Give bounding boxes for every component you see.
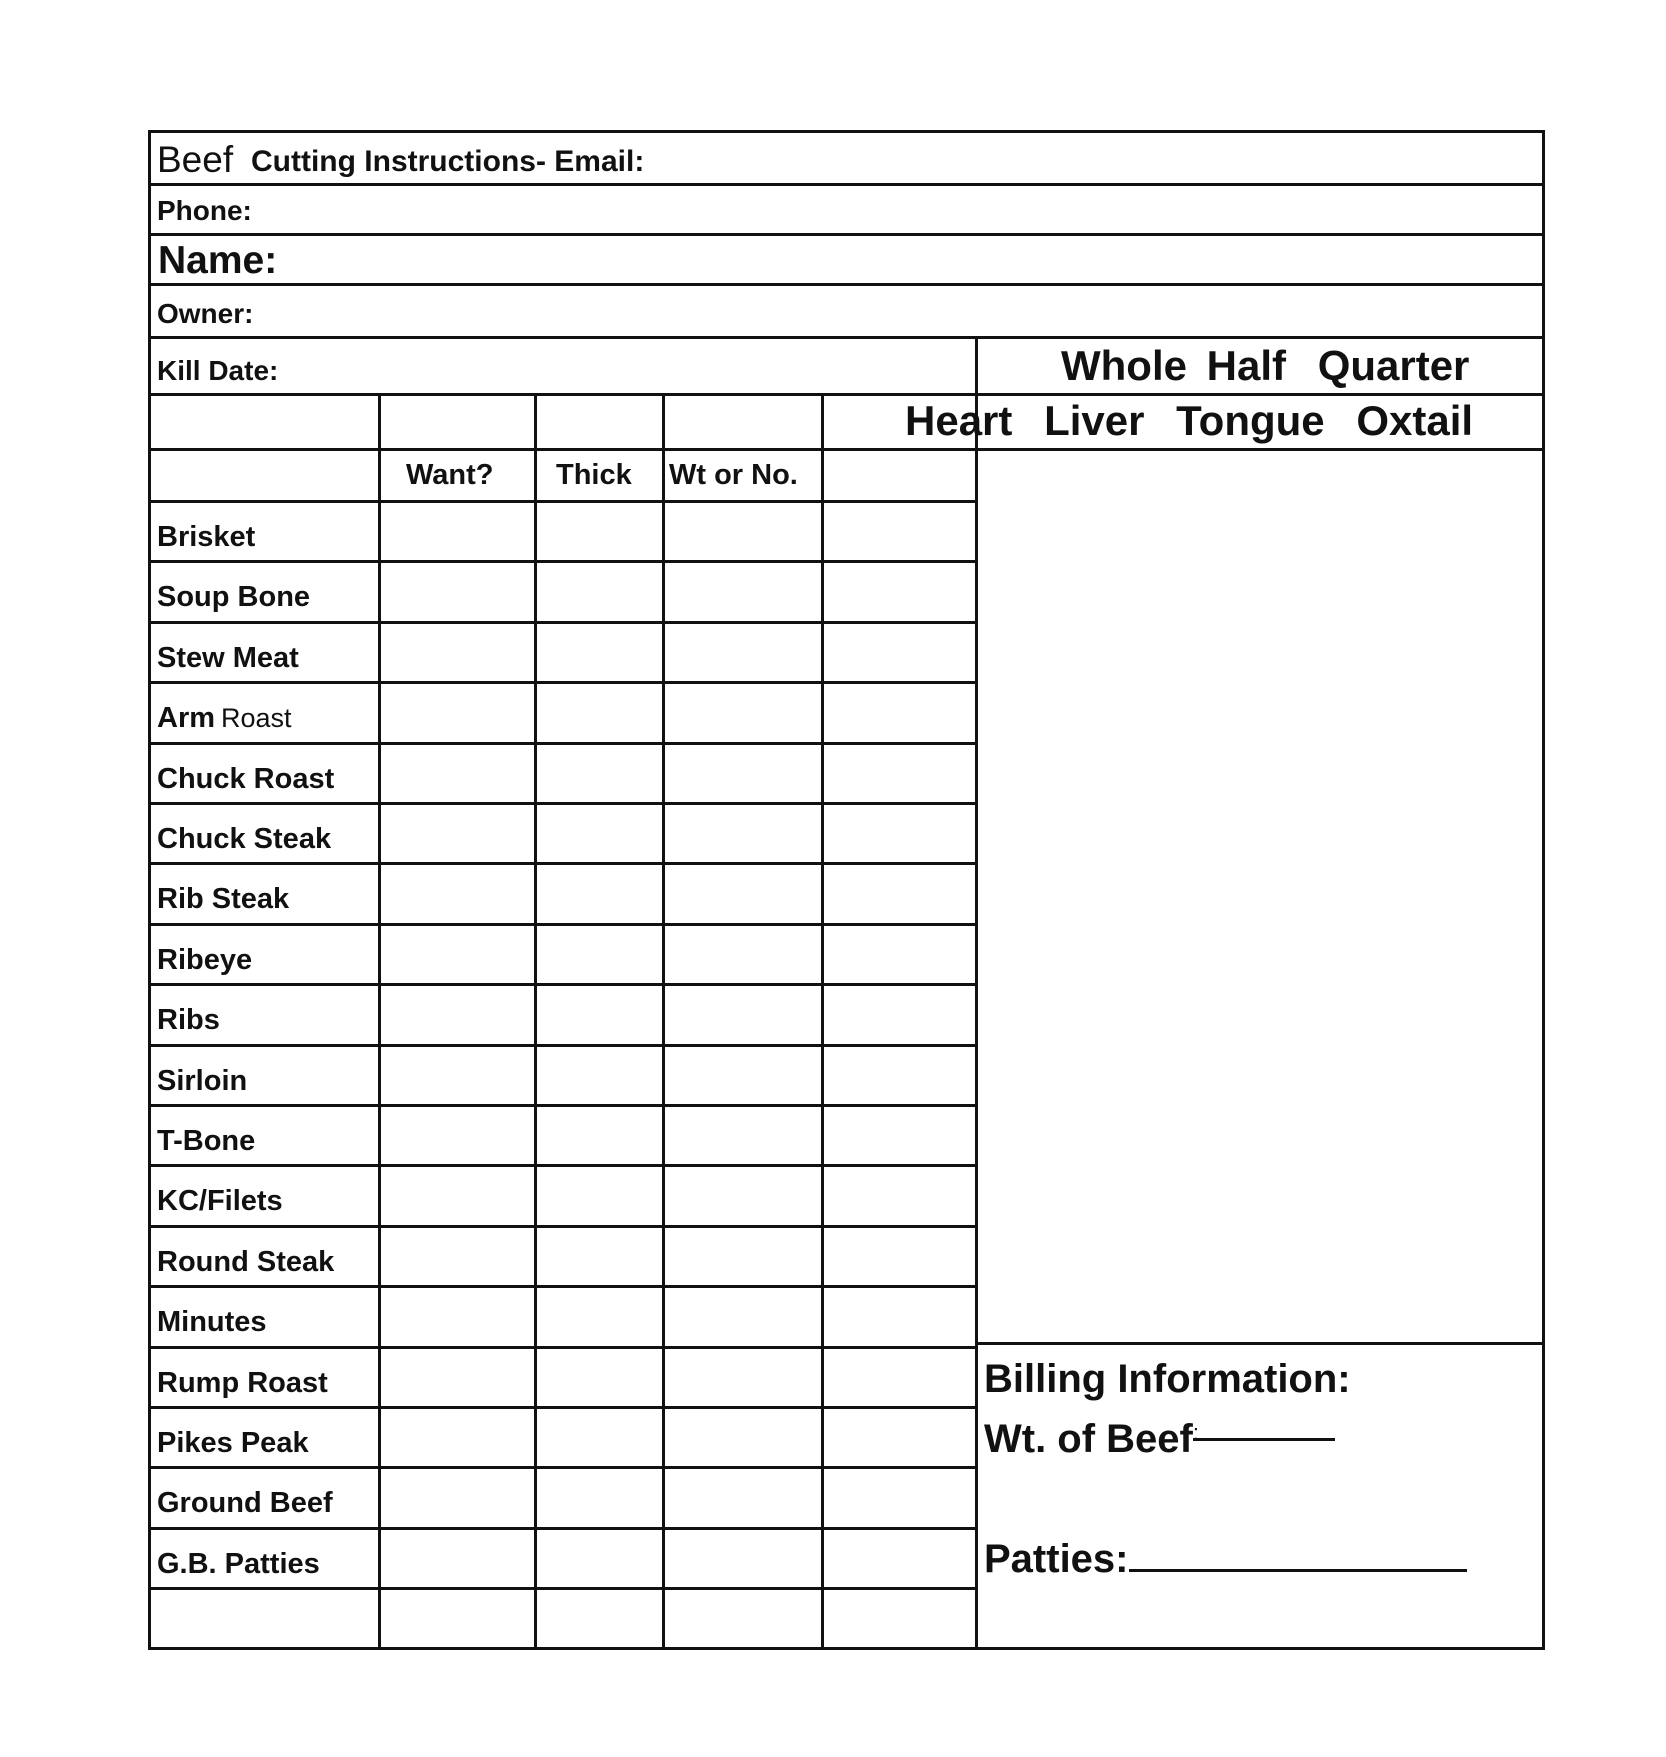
extra-cell[interactable] <box>824 1107 975 1164</box>
table-row <box>151 1047 975 1104</box>
table-row <box>151 926 975 983</box>
name-label: Name: <box>158 239 278 282</box>
cut-name-label <box>157 1610 163 1639</box>
cut-name: Round Steak <box>157 1246 335 1278</box>
table-row <box>151 1409 975 1466</box>
cut-name-cell <box>151 805 378 862</box>
cut-name-cell <box>151 1047 378 1104</box>
extra-cell[interactable] <box>824 684 975 741</box>
cut-name: Pikes Peak <box>157 1427 309 1459</box>
billing-heading: Billing Information: <box>984 1357 1351 1401</box>
wt-or-no-cell[interactable] <box>665 865 821 922</box>
weight-of-beef-label: Wt. of Beef <box>984 1417 1193 1461</box>
extra-cell[interactable] <box>824 865 975 922</box>
wt-or-no-cell[interactable] <box>665 1107 821 1164</box>
want-cell[interactable] <box>381 684 534 741</box>
extra-cell[interactable] <box>824 563 975 620</box>
cut-name-cell <box>151 563 378 620</box>
extra-cell[interactable] <box>824 1409 975 1466</box>
cut-name-cell <box>151 1409 378 1466</box>
cut-name-label <box>157 583 316 612</box>
thick-cell[interactable] <box>537 986 662 1043</box>
extra-cell[interactable] <box>824 1047 975 1104</box>
weight-of-beef-field[interactable] <box>984 1419 1335 1459</box>
cut-name: Ribeye <box>157 944 253 976</box>
extra-cell[interactable] <box>824 624 975 681</box>
cut-name-label <box>157 825 337 854</box>
wt-or-no-cell[interactable] <box>665 805 821 862</box>
cut-name-cell <box>151 684 378 741</box>
thick-cell[interactable] <box>537 865 662 922</box>
column-header-thick: Thick <box>556 459 632 491</box>
cut-name-label <box>157 1489 339 1518</box>
extra-cell[interactable] <box>824 926 975 983</box>
wt-or-no-cell[interactable] <box>665 1590 821 1647</box>
cut-name-label <box>157 885 295 914</box>
phone-row[interactable] <box>151 186 1542 233</box>
table-row <box>151 745 975 802</box>
thick-cell[interactable] <box>537 1409 662 1466</box>
want-cell[interactable] <box>381 503 534 560</box>
want-cell[interactable] <box>381 926 534 983</box>
table-row <box>151 503 975 560</box>
thick-cell[interactable] <box>537 1288 662 1345</box>
wt-or-no-cell[interactable] <box>665 503 821 560</box>
extra-cell[interactable] <box>824 805 975 862</box>
want-cell[interactable] <box>381 1228 534 1285</box>
divider <box>975 448 1542 451</box>
divider <box>821 393 824 451</box>
cut-name: G.B. Patties <box>157 1548 320 1580</box>
option-heart[interactable]: Heart <box>905 397 1013 444</box>
cut-name: Stew Meat <box>157 642 299 674</box>
thick-cell[interactable] <box>537 1047 662 1104</box>
cut-name-label <box>157 946 258 975</box>
thick-cell[interactable] <box>537 1107 662 1164</box>
table-row <box>151 1590 975 1647</box>
cut-name-cell <box>151 865 378 922</box>
thick-cell[interactable] <box>537 1228 662 1285</box>
want-cell[interactable] <box>381 1409 534 1466</box>
divider <box>975 336 978 1647</box>
cut-name: Minutes <box>157 1306 267 1338</box>
cut-name: KC/Filets <box>157 1185 283 1217</box>
cut-name-cell <box>151 1349 378 1406</box>
cut-name-label <box>157 523 261 552</box>
cut-name-label <box>157 1248 340 1277</box>
wt-or-no-cell[interactable] <box>665 624 821 681</box>
table-row <box>151 1469 975 1526</box>
table-row <box>151 1167 975 1224</box>
cut-name-cell <box>151 1228 378 1285</box>
form-title-prefix: Beef <box>157 139 234 180</box>
cut-name: Chuck Steak <box>157 823 332 855</box>
patties-field[interactable] <box>984 1539 1467 1579</box>
size-options <box>1061 342 1470 389</box>
thick-cell[interactable] <box>537 684 662 741</box>
cut-name-label <box>157 1006 226 1035</box>
wt-or-no-cell[interactable] <box>665 1167 821 1224</box>
cut-name-label <box>157 704 292 733</box>
cut-name-cell <box>151 1107 378 1164</box>
wt-or-no-cell[interactable] <box>665 745 821 802</box>
table-row <box>151 624 975 681</box>
extra-cell[interactable] <box>824 503 975 560</box>
cut-name-label <box>157 1187 289 1216</box>
email-row[interactable] <box>151 133 1542 183</box>
extra-cell[interactable] <box>824 1469 975 1526</box>
name-row[interactable] <box>151 236 1542 283</box>
kill-date-label: Kill Date: <box>157 355 279 386</box>
table-row <box>151 1107 975 1164</box>
cut-name-cell <box>151 1530 378 1587</box>
extra-cell[interactable] <box>824 1228 975 1285</box>
cutting-instructions-form <box>148 130 1545 1650</box>
cut-name-cell <box>151 503 378 560</box>
extra-cell[interactable] <box>824 1167 975 1224</box>
thick-cell[interactable] <box>537 1469 662 1526</box>
cut-name-label <box>157 1067 253 1096</box>
patties-line[interactable] <box>1129 1565 1467 1572</box>
wt-or-no-cell[interactable] <box>665 1469 821 1526</box>
want-cell[interactable] <box>381 1047 534 1104</box>
want-cell[interactable] <box>381 624 534 681</box>
want-cell[interactable] <box>381 1349 534 1406</box>
cut-name-cell <box>151 1590 378 1647</box>
cut-name-label <box>157 765 340 794</box>
wt-or-no-cell[interactable] <box>665 926 821 983</box>
thick-cell[interactable] <box>537 1167 662 1224</box>
owner-row[interactable] <box>151 286 1542 336</box>
extra-cell[interactable] <box>824 1349 975 1406</box>
wt-or-no-cell[interactable] <box>665 1409 821 1466</box>
cut-name-label <box>157 1369 334 1398</box>
cut-name: Rib Steak <box>157 883 290 915</box>
table-row <box>151 684 975 741</box>
thick-cell[interactable] <box>537 926 662 983</box>
thick-cell[interactable] <box>537 1590 662 1647</box>
table-row <box>151 1349 975 1406</box>
cut-name-label <box>157 1308 273 1337</box>
wt-or-no-cell[interactable] <box>665 563 821 620</box>
thick-cell[interactable] <box>537 624 662 681</box>
wt-or-no-cell[interactable] <box>665 1530 821 1587</box>
want-cell[interactable] <box>381 745 534 802</box>
cut-name: Sirloin <box>157 1065 248 1097</box>
cut-name-cell <box>151 1167 378 1224</box>
thick-cell[interactable] <box>537 1530 662 1587</box>
wt-or-no-cell[interactable] <box>665 1047 821 1104</box>
thick-cell[interactable] <box>537 563 662 620</box>
cut-name: Ground Beef <box>157 1487 333 1519</box>
cut-name: Soup Bone <box>157 581 311 613</box>
table-row <box>151 986 975 1043</box>
cut-name-cell <box>151 1469 378 1526</box>
cut-name-cell <box>151 745 378 802</box>
thick-cell[interactable] <box>537 745 662 802</box>
column-header-want: Want? <box>406 459 494 491</box>
cut-name-cell <box>151 624 378 681</box>
want-cell[interactable] <box>381 1590 534 1647</box>
want-cell[interactable] <box>381 1469 534 1526</box>
want-cell[interactable] <box>381 865 534 922</box>
extra-cell[interactable] <box>824 1590 975 1647</box>
extra-cell[interactable] <box>824 986 975 1043</box>
owner-label: Owner: <box>157 298 254 329</box>
want-cell[interactable] <box>381 986 534 1043</box>
want-cell[interactable] <box>381 1107 534 1164</box>
extra-cell[interactable] <box>824 1288 975 1345</box>
cut-name-label <box>157 644 305 673</box>
table-row <box>151 1288 975 1345</box>
cut-name-cell <box>151 1288 378 1345</box>
cut-name: Brisket <box>157 521 256 553</box>
want-cell[interactable] <box>381 1167 534 1224</box>
table-row <box>151 1530 975 1587</box>
extra-cell[interactable] <box>824 745 975 802</box>
table-row <box>151 865 975 922</box>
cut-name-label <box>157 1429 315 1458</box>
thick-cell[interactable] <box>537 503 662 560</box>
wt-or-no-cell[interactable] <box>665 684 821 741</box>
divider <box>975 1342 1542 1345</box>
extra-cell[interactable] <box>824 1530 975 1587</box>
column-header-wt-or-no: Wt or No. <box>669 459 798 491</box>
cut-name-cell <box>151 926 378 983</box>
table-row <box>151 805 975 862</box>
cut-name-suffix: Roast <box>221 703 292 733</box>
wt-or-no-cell[interactable] <box>665 1228 821 1285</box>
weight-of-beef-line[interactable] <box>1192 1420 1335 1445</box>
cut-name-label <box>157 1127 261 1156</box>
cut-name: Rump Roast <box>157 1367 328 1399</box>
offal-options <box>905 397 1474 444</box>
cut-name: T-Bone <box>157 1125 256 1157</box>
option-quarter[interactable]: Quarter <box>1317 342 1470 389</box>
patties-label: Patties: <box>984 1537 1129 1581</box>
cut-name: Arm <box>157 702 216 734</box>
wt-or-no-cell[interactable] <box>665 1349 821 1406</box>
cut-name: Chuck Roast <box>157 763 335 795</box>
want-cell[interactable] <box>381 1288 534 1345</box>
option-liver[interactable]: Liver <box>1044 397 1145 444</box>
cut-name-label <box>157 1550 326 1579</box>
table-row <box>151 1228 975 1285</box>
cut-name: Ribs <box>157 1004 220 1036</box>
want-cell[interactable] <box>381 805 534 862</box>
thick-cell[interactable] <box>537 805 662 862</box>
divider <box>151 393 1542 396</box>
option-whole[interactable]: Whole <box>1061 342 1187 389</box>
option-half[interactable]: Half <box>1206 342 1287 389</box>
thick-cell[interactable] <box>537 1349 662 1406</box>
want-cell[interactable] <box>381 563 534 620</box>
wt-or-no-cell[interactable] <box>665 1288 821 1345</box>
table-row <box>151 563 975 620</box>
option-oxtail[interactable]: Oxtail <box>1356 397 1474 444</box>
divider <box>151 448 978 451</box>
form-title: Cutting Instructions- Email: <box>251 145 645 178</box>
option-tongue[interactable]: Tongue <box>1176 397 1325 444</box>
cut-name-cell <box>151 986 378 1043</box>
kill-date-row[interactable] <box>151 339 975 393</box>
weight-colon: : <box>1192 1420 1199 1445</box>
want-cell[interactable] <box>381 1530 534 1587</box>
wt-or-no-cell[interactable] <box>665 986 821 1043</box>
phone-label: Phone: <box>157 195 252 226</box>
